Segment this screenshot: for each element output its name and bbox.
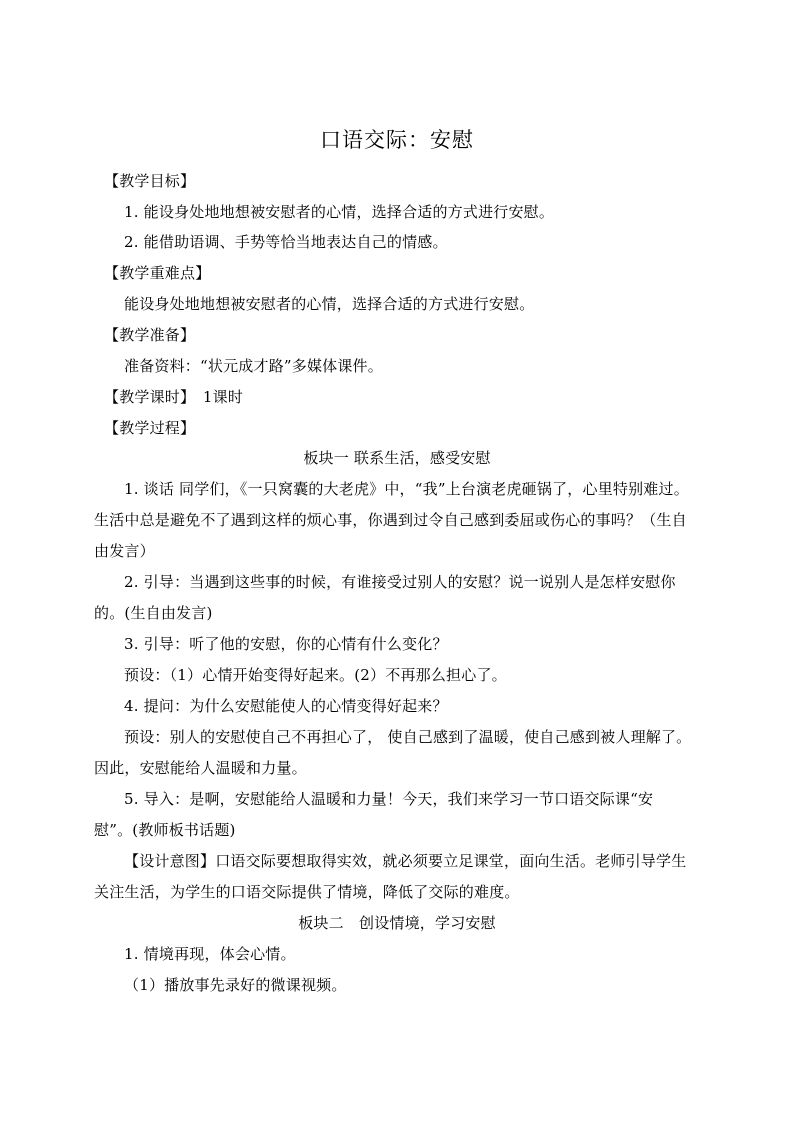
paragraph-step-1-line-1: 1. 谈话 同学们，《一只窝囊的大老虎》中，“我”上台演老虎砸锅了，心里特别难过。 (124, 480, 689, 498)
paragraph-design-intent-line-2: 关注生活，为学生的口语交际提供了情境，降低了交际的难度。 (94, 883, 520, 901)
section-heading-part-2: 板块二 创设情境，学习安慰 (298, 914, 496, 932)
paragraph-preparation: 准备资料：“状元成才路”多媒体课件。 (124, 357, 383, 375)
paragraph-step-1-line-2: 生活中总是避免不了遇到这样的烦心事，你遇到过令自己感到委屈或伤心的事吗？（生自 (94, 511, 687, 529)
paragraph-step-2-line-2: 的。(生自由发言) (94, 604, 213, 622)
heading-class-hours: 【教学课时】 1课时 (104, 388, 244, 406)
paragraph-key-point: 能设身处地地想被安慰者的心情，选择合适的方式进行安慰。 (124, 295, 535, 313)
paragraph-step-4-preset-line-1: 预设：别人的安慰使自己不再担心了， 使自己感到了温暖，使自己感到被人理解了。 (124, 728, 692, 746)
paragraph-goal-2: 2. 能借助语调、手势等恰当地表达自己的情感。 (124, 233, 448, 251)
document-title: 口语交际：安慰 (320, 128, 474, 152)
paragraph-part-2-step-1-sub-1: （1）播放事先录好的微课视频。 (124, 976, 347, 994)
paragraph-step-2-line-1: 2. 引导：当遇到这些事的时候，有谁接受过别人的安慰？说一说别人是怎样安慰你 (124, 573, 676, 591)
heading-key-points: 【教学重难点】 (104, 264, 211, 282)
paragraph-step-5-line-2: 慰”。(教师板书话题) (94, 821, 236, 839)
paragraph-step-3: 3. 引导：听了他的安慰，你的心情有什么变化？ (124, 635, 448, 653)
paragraph-goal-1: 1. 能设身处地地想被安慰者的心情，选择合适的方式进行安慰。 (124, 203, 555, 221)
paragraph-step-1-line-3: 由发言） (94, 542, 155, 560)
heading-teaching-process: 【教学过程】 (104, 419, 196, 437)
heading-teaching-goals: 【教学目标】 (104, 172, 196, 190)
paragraph-step-4-preset-line-2: 因此，安慰能给人温暖和力量。 (94, 759, 307, 777)
paragraph-design-intent-line-1: 【设计意图】口语交际要想取得实效，就必须要立足课堂，面向生活。老师引导学生 (124, 852, 687, 870)
paragraph-step-5-line-1: 5. 导入：是啊，安慰能给人温暖和力量！今天，我们来学习一节口语交际课“安 (124, 790, 654, 808)
section-heading-part-1: 板块一 联系生活，感受安慰 (303, 449, 491, 467)
heading-preparation: 【教学准备】 (104, 326, 196, 344)
paragraph-step-4: 4. 提问：为什么安慰能使人的心情变得好起来？ (124, 697, 448, 715)
paragraph-part-2-step-1: 1. 情境再现，体会心情。 (124, 945, 296, 963)
paragraph-step-3-preset: 预设：（1）心情开始变得好起来。(2）不再那么担心了。 (124, 666, 507, 684)
